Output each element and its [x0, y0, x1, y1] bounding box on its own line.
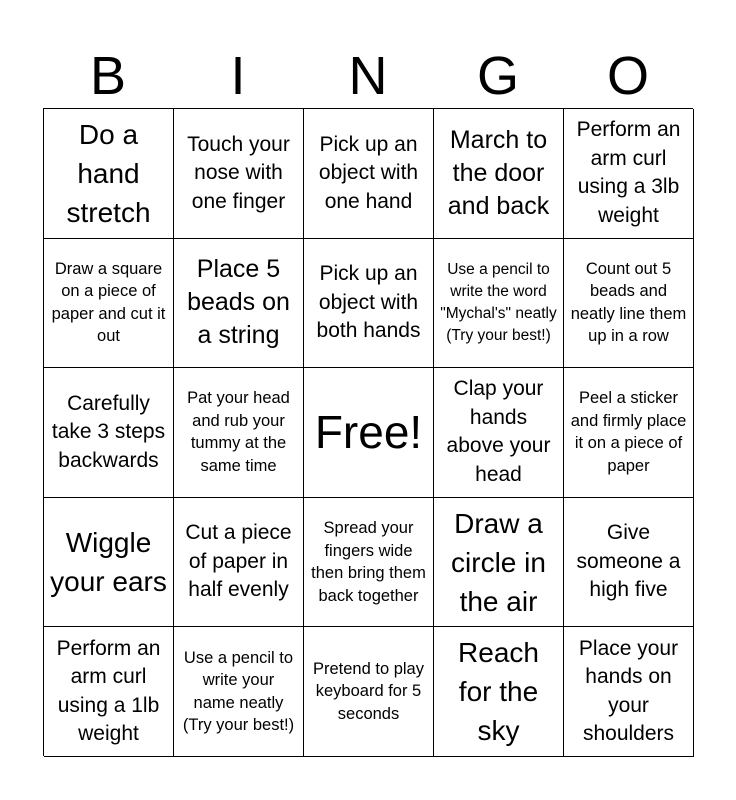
cell-text: Draw a circle in the air: [451, 507, 546, 617]
bingo-cell[interactable]: [44, 627, 174, 757]
bingo-cell[interactable]: [174, 627, 304, 757]
bingo-cell[interactable]: [44, 368, 174, 498]
bingo-cell[interactable]: [564, 498, 694, 628]
bingo-header: [43, 44, 693, 108]
cell-text: Place your hands on your shoulders: [578, 636, 679, 746]
cell-text: Carefully take 3 steps backwards: [51, 391, 166, 472]
cell-text: Wiggle your ears: [50, 527, 167, 598]
cell-text: Free!: [314, 406, 423, 459]
bingo-cell[interactable]: [304, 109, 434, 239]
cell-text: Use a pencil to write the word "Mychal's" neatly (Try your best!): [440, 260, 557, 344]
cell-text: Do a hand stretch: [66, 118, 151, 228]
bingo-cell[interactable]: [564, 627, 694, 757]
cell-text: Clap your hands above your head: [446, 377, 551, 486]
bingo-cell[interactable]: [564, 368, 694, 498]
bingo-cell[interactable]: [434, 239, 564, 369]
cell-text: Reach for the sky: [458, 637, 539, 747]
cell-text: Give someone a high five: [576, 521, 681, 602]
cell-text: Touch your nose with one finger: [187, 132, 290, 213]
bingo-cell[interactable]: [174, 368, 304, 498]
cell-text: Pick up an object with one hand: [318, 132, 419, 213]
bingo-cell[interactable]: [44, 239, 174, 369]
bingo-cell[interactable]: [304, 498, 434, 628]
header-letter-g: G: [476, 46, 519, 106]
cell-text: Count out 5 beads and neatly line them up in a row: [570, 259, 687, 346]
cell-text: Peel a sticker and firmly place it on a piece of paper: [570, 389, 687, 475]
cell-text: Cut a piece of paper in half evenly: [185, 521, 292, 602]
bingo-cell[interactable]: [44, 498, 174, 628]
bingo-cell[interactable]: [44, 109, 174, 239]
bingo-cell[interactable]: [434, 109, 564, 239]
cell-text: Pick up an object with both hands: [316, 262, 421, 343]
cell-text: Pretend to play keyboard for 5 seconds: [313, 659, 424, 723]
bingo-cell[interactable]: [174, 109, 304, 239]
cell-text: Perform an arm curl using a 3lb weight: [576, 118, 681, 227]
cell-text: Draw a square on a piece of paper and cut it out: [51, 259, 166, 346]
header-letter-b: B: [89, 46, 127, 106]
bingo-cell[interactable]: [304, 627, 434, 757]
bingo-cell[interactable]: [174, 498, 304, 628]
cell-text: Place 5 beads on a string: [187, 255, 290, 350]
bingo-cell[interactable]: [304, 239, 434, 369]
header-letter-o: O: [606, 46, 649, 106]
bingo-cell[interactable]: [564, 239, 694, 369]
cell-text: Perform an arm curl using a 1lb weight: [56, 636, 161, 746]
cell-text: Pat your head and rub your tummy at the same time: [187, 389, 290, 475]
bingo-cell[interactable]: [434, 368, 564, 498]
header-letter-n: N: [348, 46, 388, 106]
header-letter-i: I: [230, 46, 246, 106]
bingo-grid: [43, 108, 693, 756]
bingo-cell[interactable]: [564, 109, 694, 239]
free-space[interactable]: [304, 368, 434, 498]
cell-text: Use a pencil to write your name neatly (Try your best!): [182, 648, 295, 735]
cell-text: Spread your fingers wide then bring them back together: [311, 519, 426, 605]
bingo-cell[interactable]: [174, 239, 304, 369]
bingo-cell[interactable]: [434, 627, 564, 757]
cell-text: March to the door and back: [447, 125, 550, 220]
bingo-cell[interactable]: [434, 498, 564, 628]
